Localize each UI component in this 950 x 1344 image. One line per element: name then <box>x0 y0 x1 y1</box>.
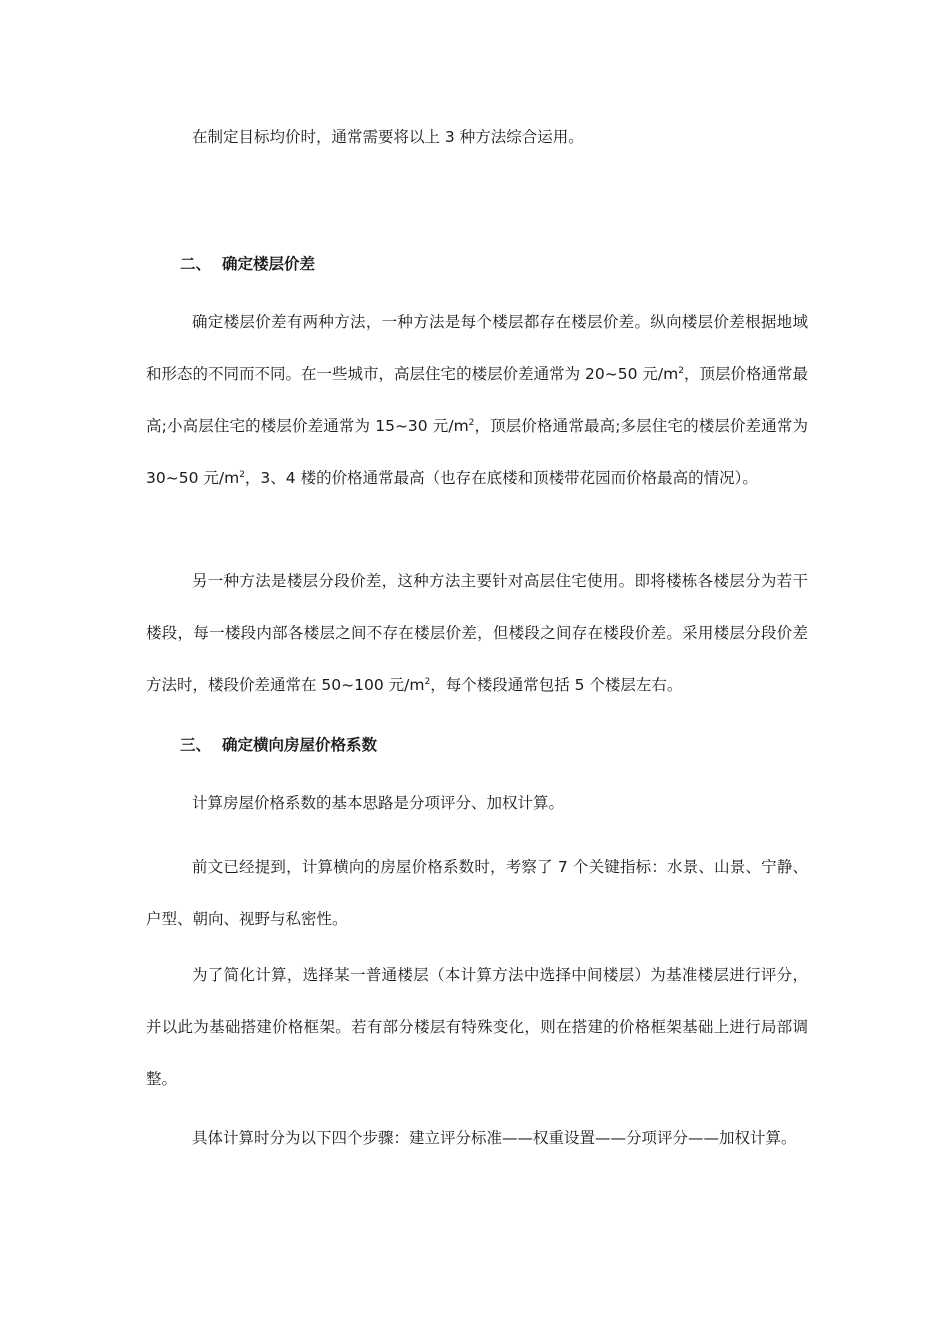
text-run: ，顶层价格通常最高;多层住宅的楼层价差通常为 30~50 元/m <box>146 417 808 487</box>
section-2-number: 二、 <box>180 255 212 273</box>
section-2-heading <box>180 252 315 276</box>
text-run: 另一种方法是楼层分段价差，这种方法主要针对高层住宅使用。即将楼栋各楼层分为若干楼段，每一楼段内部各楼层之间不存在楼层价差，但楼段之间存在楼段价差。采用楼层分段价差方法时，楼段价差通常在 50~100 元/m <box>146 572 808 694</box>
superscript: 2 <box>239 470 245 480</box>
section-2-paragraph-1 <box>146 296 808 504</box>
section-2-title: 确定楼层价差 <box>222 255 316 273</box>
text-run: 确定楼层价差有两种方法，一种方法是每个楼层都存在楼层价差。纵向楼层价差根据地域和形态的不同而不同。在一些城市，高层住宅的楼层价差通常为 20~50 元/m <box>146 313 808 383</box>
section-2-paragraph-2 <box>146 555 808 711</box>
superscript: 2 <box>468 418 475 428</box>
section-3-heading <box>180 733 377 757</box>
intro-paragraph: 在制定目标均价时，通常需要将以上 3 种方法综合运用。 <box>192 128 584 146</box>
text-run: ，顶层价格通常最高;小高层住宅的楼层价差通常为 15~30 元/m <box>146 365 808 435</box>
superscript: 2 <box>678 366 684 376</box>
section-3-paragraph-4: 具体计算时分为以下四个步骤：建立评分标准——权重设置——分项评分——加权计算。 <box>192 1129 797 1147</box>
text-run: ，3、4 楼的价格通常最高（也存在底楼和顶楼带花园而价格最高的情况）。 <box>244 469 758 487</box>
section-3-number: 三、 <box>180 736 212 754</box>
section-3-paragraph-3: 为了简化计算，选择某一普通楼层（本计算方法中选择中间楼层）为基准楼层进行评分，并以此为基础搭建价格框架。若有部分楼层有特殊变化，则在搭建的价格框架基础上进行局部调整。 <box>146 966 808 1088</box>
section-3-title: 确定横向房屋价格系数 <box>222 736 378 754</box>
section-3-paragraph-1: 计算房屋价格系数的基本思路是分项评分、加权计算。 <box>192 794 565 812</box>
section-3-paragraph-2: 前文已经提到，计算横向的房屋价格系数时，考察了 7 个关键指标：水景、山景、宁静、户型、朝向、视野与私密性。 <box>146 858 808 928</box>
text-run: ，每个楼段通常包括 5 个楼层左右。 <box>430 676 683 694</box>
superscript: 2 <box>424 677 431 687</box>
